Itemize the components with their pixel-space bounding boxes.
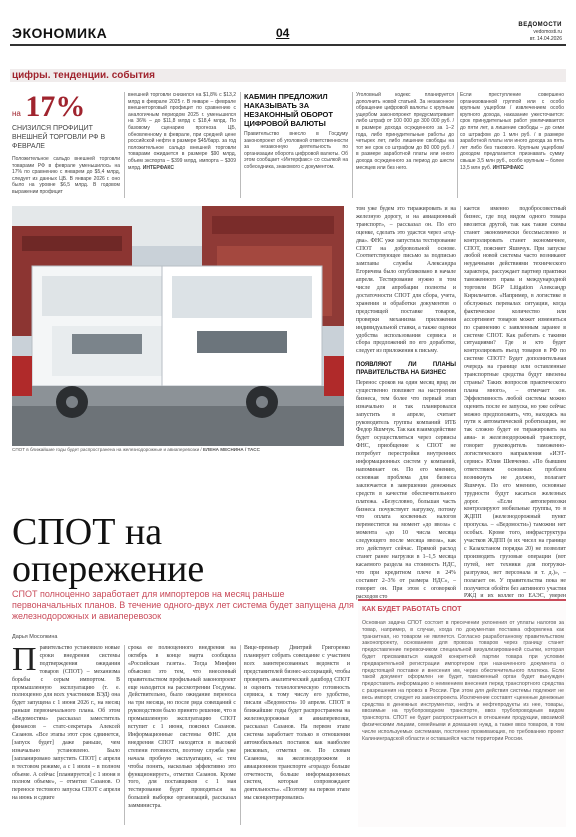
brief-col-3-title: КАБМИН ПРЕДЛОЖИЛ НАКАЗЫВАТЬ ЗА НЕЗАКОННЫЙ ОБОРОТ ЦИФРОВОЙ ВАЛЮТЫ <box>244 92 333 128</box>
article-body-col-1-text: равительство установило новые сроки внедрения системы подтверждения ожидания товаров (СПОТ) – механизма борьбы с серым импортом. В промышленную эксплуатацию (т. е. полноценно для всех участников ВЭД) она будет запущена с 1 июня 2026 г., на месяц раньше первоначального плана. Об этом «Ведомостям» рассказал заместитель финансов – статс-секретарь Алексей Сазанов. «Все этапы этот срок сдвинется, [запуск будет] даже раньше, чем изначально установлено. Было [запланировано запустить СПОТ] с апреля в тестовом режиме, а с 1 июля – в полном объеме. А сейчас [планируется] с 1 июня в полном объеме», – отметил Сазанов. О переносе тестового запуска СПОТ с апреля на июнь и сдвиге <box>12 645 120 802</box>
sidebar-text: Основная задача СПОТ состоит в пресечении уклонения от уплаты налогов за товар, например, в случае, когда по документам поставка оформлена как транзитная, но товаром не является. Согласно разработанному правительством законопроекту, основанием для провоза товаров через границу станет предоставление перевозчиком специальной визуализированной ссылки, которая будет присваиваться каждой конкретной партии товара при условии предварительной регистрации импортером при назначенного документа о предстоящей поставке и внесения им, через обеспечительного платежа. Если такой документ оформлен не будет, таможенный орган будет вынужден предоставить информацию о неимением внесения перед транспортного средства с разрешения на провоз в России. При этом для действия системы подлежит не весь импорт, следует из законопроекта. Исключение составят «ценнные денежные средства в денежных инструментах, нефть и нефтепродукты из нее, товары, ввозимые на трубопроводном транспорте, ввоз трубопроводным видом транспорта. СПОТ не будет распространяться в отношении продукции, ввозимой физическими лицами, семейными и домашних нужд, а также ввоз товаров, в том числе используемых системами, постоянно проживающих, по требованию проект Калининградской области и оставшейся части территории России. <box>362 620 564 742</box>
article-right-col-1 <box>356 206 456 600</box>
column-divider <box>240 92 241 198</box>
brief-col-5-source: ИНТЕРФАКС <box>492 164 524 171</box>
article-dropcap: П <box>12 641 37 678</box>
sidebar-title: КАК БУДЕТ РАБОТАТЬ СПОТ <box>362 606 462 613</box>
page-header <box>0 0 576 44</box>
photo-caption: СПОТ в ближайшие годы будет распространена на железнодорожные и авиаперевозки / ЕЛЕНА МЕСНИНА / ТАСС <box>12 447 260 452</box>
trucks-photo-illustration <box>12 206 344 446</box>
article-byline: Дарья Мосолкина <box>12 634 58 640</box>
stat-figure <box>12 92 85 122</box>
article-right-col-1-text: том уже будем это тиражировать и на железную дорогу, и на авиационный транспорт», – рассказал он. По его оценке, сделать это удастся через «год-два». ФНС уже запустила тестирование СПОТ на добровольной основе. Соответствующее письмо за подписью замглавы службы Александра Егоричева было опубликовано в начале апреля. Тестирование нужно в том числе для апробации полноты и достаточности СПОТ для сбора, учета, хранения и обработки документов о предстоящей поставке товаров, проверки механизма приложения индивидуальной ставки, а также оценки удобства использования сервиса и сбора предложений по его доработке, следует из приложения к письму. <box>356 206 456 355</box>
stat-headline: СНИЗИЛСЯ ПРОФИЦИТ ВНЕШНЕЙ ТОРГОВЛИ РФ В ФЕВРАЛЕ <box>12 125 106 150</box>
article-body-col-2: срока ее полноценного внедрения на октябрь в конце марта сообщила «Российская газета». Тогда Минфин объяснял это тем, что внесенный правительством профильный законопроект еще находится на рассмотрении Госдумы. Действительно, было ожидание переноса на три месяца, но после ряда совещаний с руководством было принято решение, что в промышленную эксплуатацию СПОТ вступит с 1 июня, пояснил Сазанов. Информационные системы ФНС для внедрения СПОТ находятся в высокой степени готовности, поэтому служба уже начала пробную эксплуатацию, «с тем чтобы понять, насколько эффективно это функционирует», отметил Сазанов. Кроме того, для поставщиков с 1 мая тестирование будет проводиться на большей выборке организаций, рассказал замминистра. <box>128 645 236 810</box>
brief-col-1: Положительное сальдо внешней торговли товарами РФ в феврале уменьшилось на 17% по сравнению с январем до $5,4 млрд, следует из данных ЦБ. В январе 2026 г. оно было на уровне $6,5 млрд. В годовом выражении профицит <box>12 156 120 195</box>
brief-col-2-text: внешней торговли снизился на $1,8% с $13,2 млрд в феврале 2025 г. В январе – феврале внешнеторговый профицит по сравнению с аналогичным периодом 2025 г. уменьшился на 36% – до $11,8 млрд с $18,4 млрд. По базовому сценарию прогноза ЦБ, обновленному в феврале, при средней цене российской нефти в размере $45/барр. за год положительное сальдо внешней торговли товарами ожидается в размере $90 млрд, объем экспорта – $399 млрд, импорта – $309 млрд. <box>128 92 236 171</box>
brief-col-5-text: Если преступление совершено организованной группой или с особо крупным ущербом / извлечением особо крупного дохода, наказание ужесточается: срок принудительных работ увеличивается до пяти лет, а лишение свободы – до семи со штрафом до 1 млн руб. / в размере заработной платы или иного дохода за пять лет либо без такового. Крупным ущербом/доходом предлагается признавать сумму свыше 3,5 млн руб., особо крупным – более 13,5 млн руб. <box>460 92 564 171</box>
header-rule <box>10 44 566 46</box>
brief-col-4: Уголовный кодекс планируется дополнить новой статьей. За незаконное обращение цифровой валюты с крупным ущербом законопроект предусматривает либо штраф от 100 000 до 300 000 руб. / в размере дохода осужденного за 1–2 года, либо принудительные работы до четырех лет, либо лишение свободы на тот же срок со штрафом до 80 000 руб. / в размере заработной платы или иного дохода осужденного за период до шести месяцев или без него. <box>356 92 454 171</box>
section-name: ЭКОНОМИКА <box>12 25 108 41</box>
article-body-col-1 <box>12 641 120 825</box>
brief-col-5 <box>460 92 564 171</box>
brief-col-2-source: ИНТЕРФАКС <box>142 164 174 171</box>
stat-prefix: на <box>12 109 21 118</box>
column-divider <box>460 206 461 590</box>
article-right-col-2: кается именно подобросовестный бизнес, где под видом одного товара ввозится другой, так как такие схемы станет экономически бессмысленно и контролировать станет экономичнее, СПОТ, поясняет Яшмчук. При запуске любой новой системы часто возникают неудачными действиями технического характера, рассуждает партнер практики таможенного права и международной торговли BGP Litigation Александр Кирильчатов. «Например, в логистике в обслужных перевалах ситуации, когда фактическое количество или ассортимент товаров может измениться по сравнению с заявленным заранее в системе СПОТ. Как работать с такими ситуациями? Где и кто будет контролировать въезд товаров в РФ по системе СПОТ? Будет дополнительная очередь на границе или оставленные транспортные средства будут ввезены страны? Таких вопросов практического плана много», – отмечает он. Эффективность любой системы можно оценить после ее запуска, но уже сейчас можно предположить, что, находясь на пути к автоматической роботизации, не так сложно будет ее тиражировать на авиа- и железнодорожный транспорт, говорит руководитель таможенно-логистического направления «ИЭТ-сервис» Юлия Шевченко. «По бывшим ответствием основных проблем возникнуть не должно, полагает Яшмчук. По его мнению, основные трудности будут касаться железных дорог. «Если автоперевозки контролируют мобильные группы, то в ЖДПП (железнодорожный пункт пропуска. – «Ведомости») таможни нет особых. Кроме того, инфраструктура участков ЖДПП (в их чисел на границе с Казахстаном порядка 20) не позволит производить грузовые операции (вот путей, нет техники для погрузки-разгрузки, нет персонала и т. д.)», – полагает он. У правительства пока не получится обойти без активного участия РЖД и их коллег по ЕАЭС, уверен <box>464 206 566 600</box>
column-divider <box>240 645 241 825</box>
article-right-col-1b-text: Перенос сроков на один месяц вряд ли существенно повлияет на настроения бизнеса, тем более что первый этап изначально и так планировался запустить в апреле, считает руководитель группы компаний ИТБ Федор Яшмчук. Так как взаимодействие будет осуществляться через сервисы ФНС, приобщение к СПОТ не потребует перестройки внутренних информационных систем у компаний, напоминает он. По его мнению, основная проблема для бизнеса заключается в завершении денежных средств в качестве обеспечительного платежа. «Безусловно, большая часть бизнеса почувствует нагрузку, потому что оплата косвенных налогов переместится на момент «до ввоза» с момента «до 10 числа месяца следующего после месяца ввоза», как это действует сейчас. Прямой расход станет ранее нагрузки в 1–1,5 месяца касаемого раздела на стоимость НДС, что при кредитном плече в 24% составит 2–3% от размера НДС», – говорит он. При этом с оговоркой расходов сто <box>356 380 456 600</box>
rubric-title: цифры. тенденции. события <box>12 70 155 81</box>
column-divider <box>124 645 125 825</box>
article-lead: СПОТ полноценно заработает для импортеров на месяц раньше первоначальных планов. В течение одного-двух лет система будет запущена для железнодорожных и авиаперевозок <box>12 589 354 621</box>
page-number: 04 <box>276 26 290 40</box>
brief-col-2 <box>128 92 236 171</box>
article-subhead: ПОЯВЛЯЮТ ЛИ ПЛАНЫ ПРАВИТЕЛЬСТВА НА БИЗНЕС <box>356 362 456 376</box>
brief-col-3-text: Правительство внесло в Госдуму законопроект об уголовной ответственности за незаконную деятельность по организации оборота цифровой валюты. Об этом сообщает «Интерфакс» со ссылкой на собеседника, знакомого с документом. <box>244 131 348 170</box>
column-divider <box>457 92 458 198</box>
stat-value: 17% <box>25 90 86 123</box>
column-divider <box>124 92 125 198</box>
masthead-title: ВЕДОМОСТИ <box>518 22 562 28</box>
sidebar-rule <box>358 599 566 601</box>
masthead-date: вт. 14.04.2026 <box>529 36 562 42</box>
column-divider <box>352 92 353 198</box>
article-photo <box>12 206 344 446</box>
article-title: СПОТ на опережение <box>12 511 205 590</box>
photo-caption-text: СПОТ в ближайшие годы будет распространена на железнодорожные и авиаперевозки <box>12 447 200 452</box>
article-body-col-3: Вице-премьер Дмитрий Григоренко планирует собрать совещание с участием всех заинтересованных ведомств и представителей бизнес-ассоциаций, чтобы проверить аналитический дашборд СПОТ и оценить технологическую готовность сервиса, к тому числу его удобство, писали «Ведомости» 10 апреля. СПОТ в ближайшие годы будет распространена на железнодорожные и авиаперевозки, рассказал Сазанов. На первом этапе система заработает только в отношении автомобильных поставок как наиболее рисковых, отметил он. По словам Сазанова, на железнодорожном и авиационном транспорте «гораздо больше отчетности, больше информационных систем, которые сопровождают деятельность». «Поэтому на первом этапе мы сконцентрировались <box>244 645 350 802</box>
photo-credit: ЕЛЕНА МЕСНИНА / ТАСС <box>202 447 260 452</box>
masthead <box>518 22 562 43</box>
masthead-site: vedomosti.ru <box>533 29 562 35</box>
